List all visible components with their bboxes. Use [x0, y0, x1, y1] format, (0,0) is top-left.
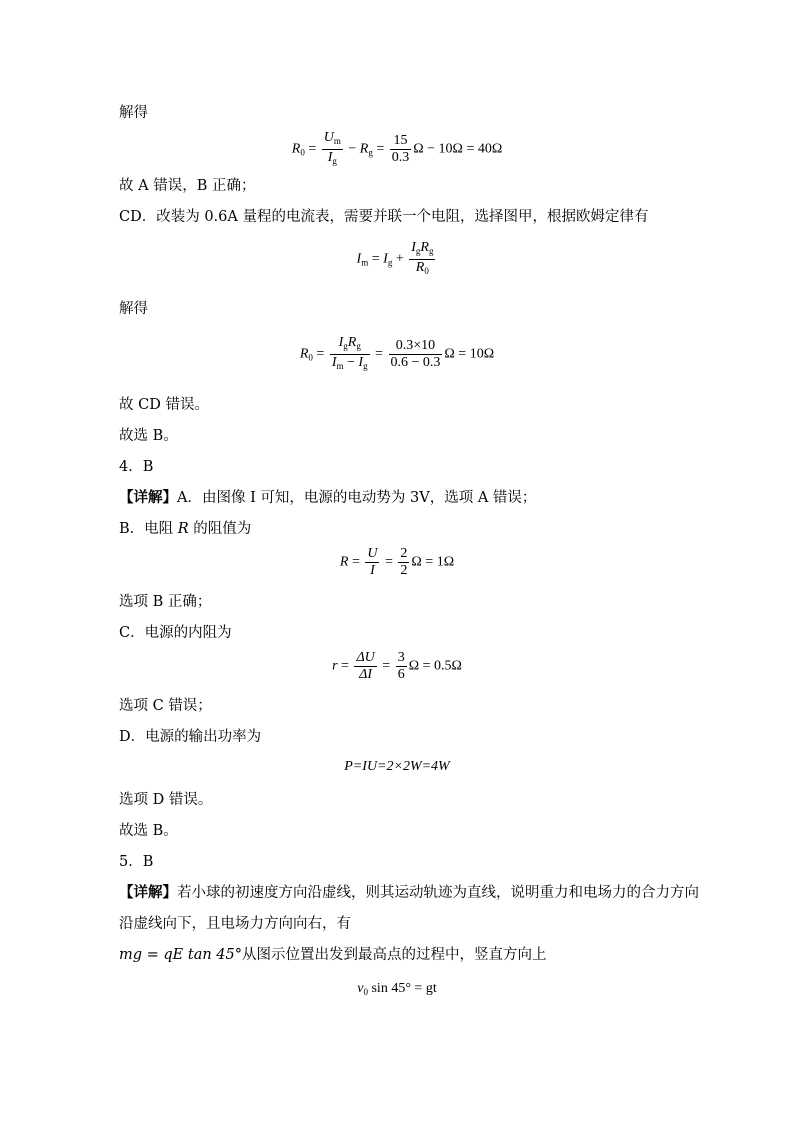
text-line: 沿虚线向下，且电场力方向向右，有: [119, 916, 351, 932]
text-line: 解得: [119, 301, 148, 317]
fraction: $\frac{2}{2}$: [400, 546, 408, 578]
fraction: $\frac{0.3\times 10}{0.6 - 0.3}$: [390, 338, 441, 370]
text-line: 故 A 错误，B 正确；: [119, 178, 256, 194]
equation-im: $I_m = I_g$ + $\frac{I_gR_g}{R_0}$: [0, 240, 794, 279]
text-line: 故 CD 错误。: [119, 397, 209, 413]
equation-internal-resistance: r = $\frac{\Delta U}{\Delta I}$ = $\frac{3}{6}$ Ω = 0.5Ω: [332, 650, 462, 682]
text-line: C．电源的内阻为: [119, 625, 232, 641]
text-line: 选项 D 错误。: [119, 792, 213, 808]
text-line: B．电阻 R 的阻值为: [119, 521, 252, 537]
text-line: D．电源的输出功率为: [119, 729, 262, 745]
fraction: $\frac{U_m}{I_g}$: [323, 130, 341, 166]
fraction: $\frac{3}{6}$: [397, 650, 405, 682]
text-line: 解得: [119, 105, 148, 121]
fraction: $\frac{U}{I}$: [367, 546, 378, 578]
equation-power: P=IU=2×2W=4W: [344, 759, 450, 774]
eq-symbol: R: [291, 141, 301, 157]
fraction: $\frac{15}{0.3}$: [391, 133, 410, 165]
text-line: mg = qE tan 45°从图示位置出发到最高点的过程中，竖直方向上: [119, 947, 547, 963]
equation-vertical-motion: $v_0$ sin 45° = gt: [357, 981, 437, 997]
equation-r0-ammeter: $R_0$ = $\frac{I_gR_g}{I_m - I_g}$ = $\frac{0.3\times 10}{0.6 - 0.3}$ Ω = 10Ω: [0, 335, 794, 374]
text-line: 【详解】A．由图像 I 可知，电源的电动势为 3V，选项 A 错误；: [119, 489, 537, 506]
text-line: 选项 C 错误；: [119, 698, 212, 714]
text-line: 故选 B。: [119, 823, 178, 839]
fraction: $\frac{I_gR_g}{I_m - I_g}$: [331, 335, 368, 371]
fraction: $\frac{I_gR_g}{R_0}$: [411, 240, 434, 276]
text-line: 故选 B。: [119, 428, 178, 444]
text-line: 4．B: [119, 459, 154, 475]
equation-resistance: R = $\frac{U}{I}$ = $\frac{2}{2}$ Ω = 1Ω: [339, 546, 455, 578]
text-line: CD．改装为 0.6A 量程的电流表，需要并联一个电阻，选择图甲，根据欧姆定律有: [119, 209, 649, 225]
fraction: $\frac{\Delta U}{\Delta I}$: [356, 650, 375, 682]
equation-r0-voltmeter: $R_0$ = $\frac{U_m}{I_g}$ − $R_g$ = $\frac{15}{0.3}$ Ω − 10Ω = 40Ω: [0, 130, 794, 169]
text-line: 【详解】若小球的初速度方向沿虚线，则其运动轨迹为直线，说明重力和电场力的合力方向: [119, 884, 699, 901]
text-line: 选项 B 正确；: [119, 594, 212, 610]
text-line: 5．B: [119, 854, 154, 870]
